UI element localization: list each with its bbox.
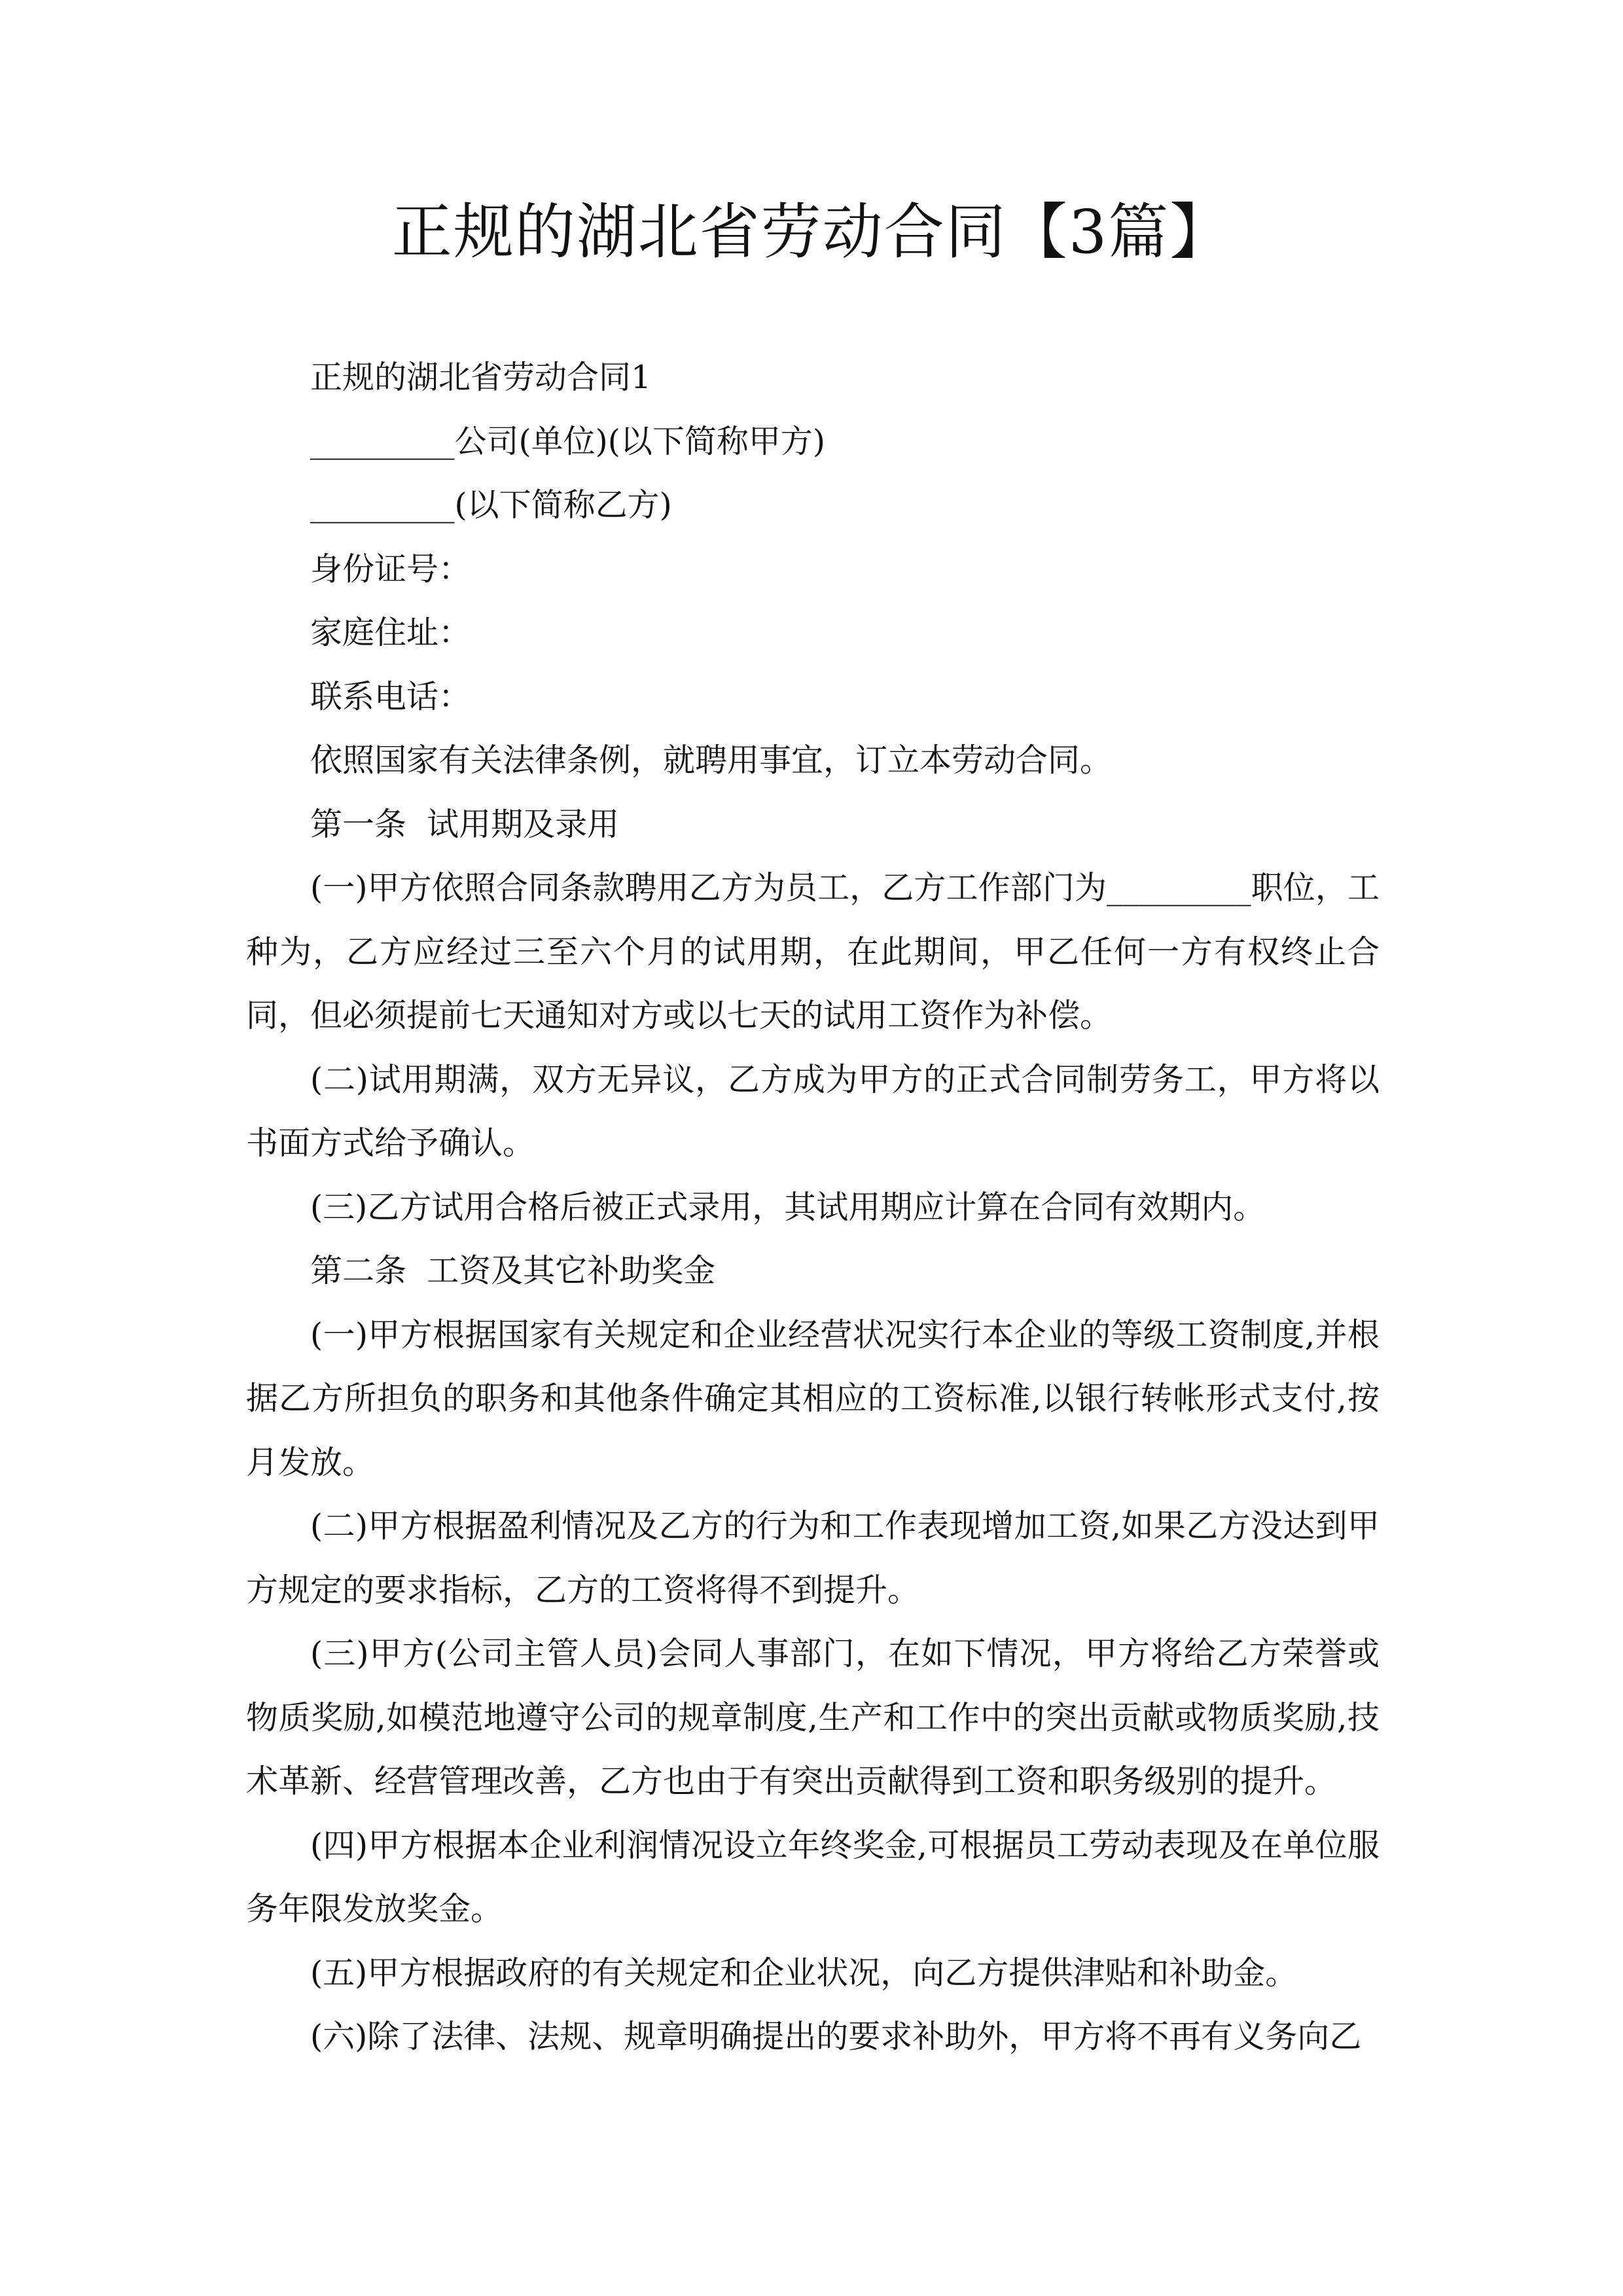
paragraph: 第二条 工资及其它补助奖金: [310, 1252, 716, 1289]
paragraph: (四)甲方根据本企业利润情况设立年终奖金,可根据员工劳动表现及在单位服务年限发放奖金。: [246, 1826, 1380, 1928]
paragraph: _________公司(单位)(以下简称甲方): [310, 422, 825, 460]
paragraph: (三)甲方(公司主管人员)会同人事部门，在如下情况，甲方将给乙方荣誉或物质奖励,如模范地遵守公司的规章制度,生产和工作中的突出贡献或物质奖励,技术革新、经营管理改善，乙方也由于有突出贡献得到工资和职务级别的提升。: [246, 1635, 1380, 1800]
document-title: 正规的湖北省劳动合同【3篇】: [391, 197, 1232, 267]
paragraph: 家庭住址：: [310, 614, 471, 651]
paragraph: 正规的湖北省劳动合同1: [310, 359, 652, 396]
paragraph: 身份证号：: [310, 550, 471, 588]
paragraph: (一)甲方依照合同条款聘用乙方为员工，乙方工作部门为_________职位，工种为，乙方应经过三至六个月的试用期，在此期间，甲乙任何一方有权终止合同，但必须提前七天通知对方或以七天的试用工资作为补偿。: [246, 869, 1380, 1034]
paragraph: (二)甲方根据盈利情况及乙方的行为和工作表现增加工资,如果乙方没达到甲方规定的要求指标，乙方的工资将得不到提升。: [246, 1507, 1380, 1609]
paragraph: (一)甲方根据国家有关规定和企业经营状况实行本企业的等级工资制度,并根据乙方所担负的职务和其他条件确定其相应的工资标准,以银行转帐形式支付,按月发放。: [246, 1316, 1380, 1481]
paragraph: 联系电话：: [310, 677, 471, 715]
paragraph: (三)乙方试用合格后被正式录用，其试用期应计算在合同有效期内。: [310, 1188, 1266, 1226]
paragraph: 第一条 试用期及录用: [310, 805, 620, 843]
document-body: [246, 346, 1380, 2069]
paragraph: _________(以下简称乙方): [310, 486, 672, 524]
paragraph: (二)试用期满，双方无异议，乙方成为甲方的正式合同制劳务工，甲方将以书面方式给予确认。: [246, 1060, 1380, 1162]
paragraph: (五)甲方根据政府的有关规定和企业状况，向乙方提供津贴和补助金。: [310, 1954, 1298, 1992]
paragraph: 依照国家有关法律条例，就聘用事宜，订立本劳动合同。: [310, 742, 1113, 779]
paragraph: (六)除了法律、法规、规章明确提出的要求补助外，甲方将不再有义务向乙: [310, 2018, 1362, 2055]
